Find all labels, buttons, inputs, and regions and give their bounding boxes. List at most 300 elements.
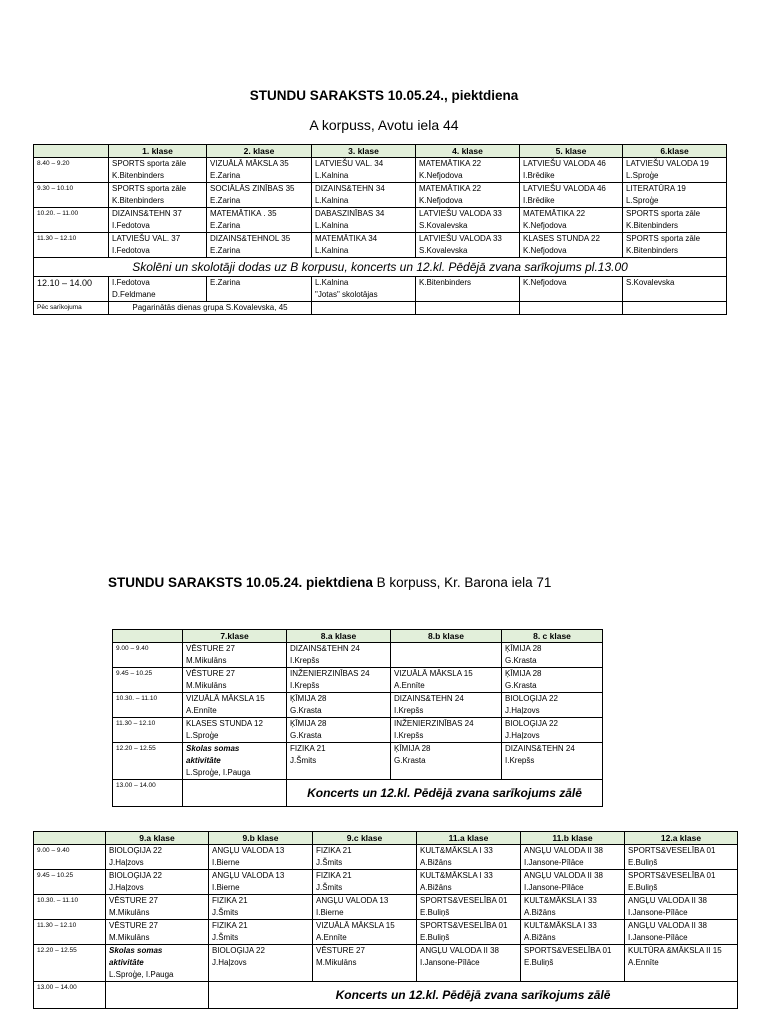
lesson-cell [416,233,520,258]
lesson-cell [623,158,727,183]
table-a-header-row [34,145,727,158]
col-header: 5. klase [520,145,623,158]
col-header: 9.a klase [106,832,209,845]
teacher-name: I.Brēdike [523,196,555,205]
title-b-rest: B korpuss, Kr. Barona iela 71 [372,575,552,590]
lesson-cell [106,945,209,982]
lesson-cell [313,895,417,920]
subject-room: KULT&MĀKSLA I 33 [420,871,493,880]
teacher-name: L.Kalnina [315,221,349,230]
teacher-note: "Jotas" skolotājas [315,290,378,299]
teacher-name: J.Haļzovs [505,731,540,740]
subject-room: ANGĻU VALODA 13 [212,846,285,855]
teacher-name: A.Bižāns [524,908,556,917]
subject-room: ANGĻU VALODA II 38 [524,871,603,880]
col-header: 11.b klase [521,832,625,845]
teacher-name: I.Krepšs [505,756,535,765]
empty-cell [312,302,416,315]
teacher-name: J.Šmits [212,933,239,942]
subject-room: LATVIEŠU VAL. 34 [315,159,384,168]
subject-room: ĶĪMIJA 28 [505,669,542,678]
lesson-cell [109,233,207,258]
table-row [34,158,727,183]
lesson-cell [416,277,520,302]
teacher-name: K.Bitenbinders [419,278,472,287]
lesson-cell [391,743,502,780]
lesson-cell [521,845,625,870]
table-row [34,233,727,258]
teacher-name: I.Krepšs [394,706,424,715]
teacher-name: J.Haļzovs [109,858,144,867]
lesson-cell [109,158,207,183]
subject-room: SPORTS sporta zāle [626,209,701,218]
table-row [113,743,603,780]
teacher-name: A.Bižāns [420,883,452,892]
lesson-cell [209,870,313,895]
subject-room: SPORTS sporta zāle [626,234,701,243]
lesson-cell [520,183,623,208]
subject-room: KULT&MĀKSLA I 33 [524,921,597,930]
table-b-header-row [113,630,603,643]
teacher-name: I.Bierne [212,858,240,867]
teacher-name: J.Haļzovs [109,883,144,892]
lesson-cell [183,693,287,718]
subject-room: INŽENIERZINĪBAS 24 [290,669,370,678]
table-c-corner [34,832,106,845]
teacher-name: S.Kovalevska [626,278,675,287]
time-cell: 11.30 – 12.10 [34,920,106,945]
teacher-name: G.Krasta [290,731,322,740]
title-b-bold: STUNDU SARAKSTS 10.05.24. piektdiena [108,575,373,590]
announcement-banner: Skolēni un skolotāji dodas uz B korpusu, koncerts un 12.kl. Pēdējā zvana sarīkojums pl.13.00 [34,258,727,277]
table-row [113,668,603,693]
subject-room: ĶĪMIJA 28 [505,644,542,653]
subject-room: VĒSTURE 27 [186,644,235,653]
subject-room: LATVIEŠU VALODA 33 [419,234,502,243]
teacher-name: M.Mikulāns [186,681,227,690]
lesson-cell [106,845,209,870]
teacher-name: G.Krasta [505,681,537,690]
teacher-name: L.Sproģe, I.Pauga [109,970,174,979]
teacher-name: G.Krasta [505,656,537,665]
lesson-cell [391,643,502,668]
lesson-cell [502,743,603,780]
teacher-name: G.Krasta [394,756,426,765]
empty-cell [106,982,209,1009]
teacher-name: A.Ennīte [186,706,217,715]
lesson-cell [416,183,520,208]
teacher-name: L.Kalnina [315,171,349,180]
subject-room: SPORTS&VESELĪBA 01 [628,846,716,855]
teacher-name: A.Ennīte [316,933,347,942]
teacher-name: I.Bierne [212,883,240,892]
lesson-cell [391,718,502,743]
lesson-cell [209,895,313,920]
lesson-cell [207,183,312,208]
teacher-name: I.Krepšs [290,656,320,665]
teacher-name: J.Haļzovs [505,706,540,715]
subject-room: VĒSTURE 27 [186,669,235,678]
subject-room: FIZIKA 21 [212,896,248,905]
teacher-name: E.Zarina [210,246,241,255]
subject-room: SPORTS&VESELĪBA 01 [420,921,508,930]
teacher-name: E.Zarina [210,171,241,180]
teacher-name: I.Brēdike [523,171,555,180]
teacher-name: G.Krasta [290,706,322,715]
table-row [34,870,738,895]
teacher-name: E.Buliņš [420,933,450,942]
table-c-header-row [34,832,738,845]
subject-room: ANGĻU VALODA II 38 [628,921,707,930]
teacher-name: I.Krepšs [394,731,424,740]
lesson-cell [183,668,287,693]
col-header: 9.b klase [209,832,313,845]
subject-room: VIZUĀLĀ MĀKSLA 15 [316,921,395,930]
lesson-cell [502,693,603,718]
time-cell: 13.00 – 14.00 [113,780,183,807]
lesson-cell [313,870,417,895]
teacher-name: E.Buliņš [628,883,658,892]
time-cell: 9.00 – 9.40 [34,845,106,870]
lesson-cell [183,643,287,668]
subject-room: KULT&MĀKSLA I 33 [524,896,597,905]
time-cell: 9.30 – 10.10 [34,183,109,208]
subject-room: DIZAINS&TEHNOL 35 [210,234,291,243]
table-row [34,945,738,982]
col-header: 7.klase [183,630,287,643]
subject-room: LATVIEŠU VALODA 19 [626,159,709,168]
teacher-name: M.Mikulāns [186,656,227,665]
subject-room: DIZAINS&TEHN 34 [315,184,385,193]
teacher-name: J.Šmits [316,883,343,892]
teacher-name: L.Kalnina [315,278,349,287]
subject-room: VIZUĀLĀ MĀKSLA 15 [186,694,265,703]
subject-room: DIZAINS&TEHN 24 [505,744,575,753]
subject-room: VĒSTURE 27 [316,946,365,955]
teacher-name: E.Buliņš [628,858,658,867]
col-header: 8.b klase [391,630,502,643]
lesson-cell [209,845,313,870]
lesson-cell [183,718,287,743]
teacher-name: I.Fedotova [112,221,150,230]
lesson-cell [207,277,312,302]
table-row [34,982,738,1009]
lesson-cell [287,743,391,780]
subject-room: SOCIĀLĀS ZINĪBAS 35 [210,184,295,193]
subject-room: SPORTS&VESELĪBA 01 [420,896,508,905]
col-header: 8. c klase [502,630,603,643]
subject-room: SPORTS sporta zāle [112,184,187,193]
subject-room: DABASZINĪBAS 34 [315,209,385,218]
table-a-corner [34,145,109,158]
lesson-cell [312,158,416,183]
lesson-cell [521,870,625,895]
teacher-name: K.Nefjodova [523,278,567,287]
lesson-cell [391,693,502,718]
subject-room: KLASES STUNDA 22 [523,234,600,243]
lesson-cell [623,233,727,258]
subject-room: BIOLOĢIJA 22 [212,946,265,955]
lesson-cell [623,277,727,302]
subject-room: LATVIEŠU VALODA 46 [523,184,606,193]
teacher-name: I.Jansone-Pīlāce [420,958,480,967]
lesson-cell [625,895,738,920]
subject-room: FIZIKA 21 [316,871,352,880]
subject-room: VIZUĀLĀ MĀKSLA 35 [210,159,289,168]
lesson-cell [521,920,625,945]
teacher-name: L.Sproģe, I.Pauga [186,768,251,777]
subject-room: MATEMĀTIKA 34 [315,234,378,243]
teacher-name: K.Bitenbinders [112,171,165,180]
teacher-name: L.Sproģe [186,731,219,740]
lesson-cell [502,643,603,668]
col-header: 11.a klase [417,832,521,845]
table-row [34,920,738,945]
lesson-cell [287,668,391,693]
teacher-name: I.Krepšs [290,681,320,690]
extended-day-group: Pagarinātās dienas grupa S.Kovalevska, 45 [109,302,312,315]
lesson-cell [312,277,416,302]
lesson-cell [417,845,521,870]
table-row [34,895,738,920]
activity-title: aktivitāte [109,958,144,967]
teacher-name: K.Nefjodova [523,221,567,230]
teacher-name: E.Zarina [210,278,241,287]
table-row [113,780,603,807]
time-cell: 10.20. – 11.00 [34,208,109,233]
teacher-name: A.Bižāns [420,858,452,867]
subject-room: ĶĪMIJA 28 [290,694,327,703]
table-row [34,277,727,302]
subject-room: ĶĪMIJA 28 [394,744,431,753]
time-cell: 9.45 – 10.25 [113,668,183,693]
subject-room: VĒSTURE 27 [109,921,158,930]
time-cell: 12.20 – 12.55 [113,743,183,780]
teacher-name: M.Mikulāns [316,958,357,967]
lesson-cell [287,643,391,668]
subject-room: MATEMĀTIKA 22 [419,184,482,193]
teacher-name: I.Jansone-Pīlāce [628,933,688,942]
teacher-name: E.Zarina [210,221,241,230]
subject-room: INŽENIERZINĪBAS 24 [394,719,474,728]
teacher-name: L.Kalnina [315,246,349,255]
teacher-name: I.Jansone-Pīlāce [524,883,584,892]
teacher-name: E.Buliņš [420,908,450,917]
teacher-name: I.Fedotova [112,246,150,255]
subject-room: DIZAINS&TEHN 24 [394,694,464,703]
lesson-cell [521,945,625,982]
title-a: STUNDU SARAKSTS 10.05.24., piektdiena [249,88,519,103]
lesson-cell [502,668,603,693]
table-row [34,845,738,870]
activity-title: aktivitāte [186,756,221,765]
subject-room: SPORTS&VESELĪBA 01 [628,871,716,880]
col-header: 12.a klase [625,832,738,845]
col-header: 8.a klase [287,630,391,643]
teacher-name: A.Ennīte [628,958,659,967]
col-header: 6.klase [623,145,727,158]
teacher-name: A.Ennīte [394,681,425,690]
subject-room: SPORTS&VESELĪBA 01 [524,946,612,955]
subject-room: FIZIKA 21 [290,744,326,753]
empty-cell [623,302,727,315]
lesson-cell [417,945,521,982]
time-cell: 9.00 – 9.40 [113,643,183,668]
subject-room: FIZIKA 21 [316,846,352,855]
teacher-name: L.Sproģe [626,196,659,205]
teacher-name: I.Bierne [316,908,344,917]
lesson-cell [417,920,521,945]
lesson-cell [520,233,623,258]
subject-room: ANGĻU VALODA 13 [212,871,285,880]
title-b [108,575,551,590]
lesson-cell [313,945,417,982]
subject-room: LITERATŪRA 19 [626,184,686,193]
teacher-name: K.Bitenbinders [626,246,679,255]
teacher-name: E.Buliņš [524,958,554,967]
subject-room: LATVIEŠU VAL. 37 [112,234,181,243]
lesson-cell [502,718,603,743]
lesson-cell [625,845,738,870]
subject-room: BIOLOĢIJA 22 [109,846,162,855]
teacher-name: S.Kovalevska [419,221,468,230]
lesson-cell [207,233,312,258]
lesson-cell [183,743,287,780]
time-cell: 12.20 – 12.55 [34,945,106,982]
subject-room: ANGĻU VALODA II 38 [524,846,603,855]
lesson-cell [520,158,623,183]
lesson-cell [109,208,207,233]
teacher-name: I.Jansone-Pīlāce [628,908,688,917]
col-header: 3. klase [312,145,416,158]
teacher-name: K.Nefjodova [419,196,463,205]
lesson-cell [287,693,391,718]
lesson-cell [209,945,313,982]
teacher-name: J.Haļzovs [212,958,247,967]
teacher-name: J.Šmits [212,908,239,917]
lesson-cell [520,277,623,302]
table-row [34,208,727,233]
subject-room: MATEMĀTIKA 22 [523,209,586,218]
lesson-cell [109,277,207,302]
subject-room: BIOLOĢIJA 22 [505,694,558,703]
lesson-cell [312,233,416,258]
subject-room: SPORTS sporta zāle [112,159,187,168]
col-header: 9.c klase [313,832,417,845]
subject-room: KULTŪRA &MĀKSLA II 15 [628,946,722,955]
subject-room: BIOLOĢIJA 22 [109,871,162,880]
subject-room: BIOLOĢIJA 22 [505,719,558,728]
subject-room: ANGĻU VALODA 13 [316,896,389,905]
table-a-banner-row [34,258,727,277]
teacher-name: L.Kalnina [315,196,349,205]
lesson-cell [623,183,727,208]
lesson-cell [313,845,417,870]
lesson-cell [416,208,520,233]
col-header: 1. klase [109,145,207,158]
lesson-cell [416,158,520,183]
lesson-cell [625,920,738,945]
time-cell: 11.30 – 12.10 [113,718,183,743]
col-header: 2. klase [207,145,312,158]
teacher-name: J.Šmits [290,756,317,765]
lesson-cell [287,718,391,743]
subject-room: ANGĻU VALODA II 38 [628,896,707,905]
subject-room: LATVIEŠU VALODA 46 [523,159,606,168]
lesson-cell [521,895,625,920]
table-row [113,718,603,743]
empty-cell [520,302,623,315]
lesson-cell [207,158,312,183]
teacher-name: I.Fedotova [112,278,150,287]
concert-banner: Koncerts un 12.kl. Pēdējā zvana sarīkojums zālē [209,982,738,1009]
subject-room: ANGĻU VALODA II 38 [420,946,499,955]
subject-room: DIZAINS&TEHN 37 [112,209,182,218]
lesson-cell [106,895,209,920]
subtitle-a: A korpuss, Avotu iela 44 [309,117,459,133]
teacher-name: M.Mikulāns [109,908,150,917]
teacher-name: A.Bižāns [524,933,556,942]
lesson-cell [417,895,521,920]
lesson-cell [625,945,738,982]
subject-room: LATVIEŠU VALODA 33 [419,209,502,218]
activity-title: Skolas somas [186,744,240,753]
col-header: 4. klase [416,145,520,158]
lesson-cell [417,870,521,895]
lesson-cell [312,183,416,208]
table-row [34,183,727,208]
subject-room: VIZUĀLĀ MĀKSLA 15 [394,669,473,678]
teacher-name: K.Bitenbinders [626,221,679,230]
subject-room: MATEMĀTIKA 22 [419,159,482,168]
schedule-table-c [33,831,738,1009]
teacher-name: L.Sproģe [626,171,659,180]
teacher-name: I.Jansone-Pīlāce [524,858,584,867]
lesson-cell [623,208,727,233]
table-row [113,643,603,668]
empty-cell [416,302,520,315]
lesson-cell [207,208,312,233]
time-cell: 9.45 – 10.25 [34,870,106,895]
teacher-name: J.Šmits [316,858,343,867]
table-b-corner [113,630,183,643]
teacher-name: D.Feldmane [112,290,156,299]
schedule-table-b [112,629,603,807]
subject-room: ĶĪMIJA 28 [290,719,327,728]
subject-room: DIZAINS&TEHN 24 [290,644,360,653]
lesson-cell [313,920,417,945]
time-cell: 12.10 – 14.00 [34,277,109,302]
lesson-cell [625,870,738,895]
concert-banner: Koncerts un 12.kl. Pēdējā zvana sarīkojums zālē [287,780,603,807]
teacher-name: K.Nefjodova [523,246,567,255]
lesson-cell [520,208,623,233]
lesson-cell [391,668,502,693]
lesson-cell [106,920,209,945]
subject-room: FIZIKA 21 [212,921,248,930]
teacher-name: M.Mikulāns [109,933,150,942]
teacher-name: K.Bitenbinders [112,196,165,205]
teacher-name: S.Kovalevska [419,246,468,255]
subject-room: KLASES STUNDA 12 [186,719,263,728]
table-row [34,302,727,315]
time-cell: 11.30 – 12.10 [34,233,109,258]
empty-cell [183,780,287,807]
time-cell: 10.30. – 11.10 [34,895,106,920]
subject-room: VĒSTURE 27 [109,896,158,905]
schedule-table-a [33,144,727,315]
time-cell: Pēc sarīkojuma [34,302,109,315]
